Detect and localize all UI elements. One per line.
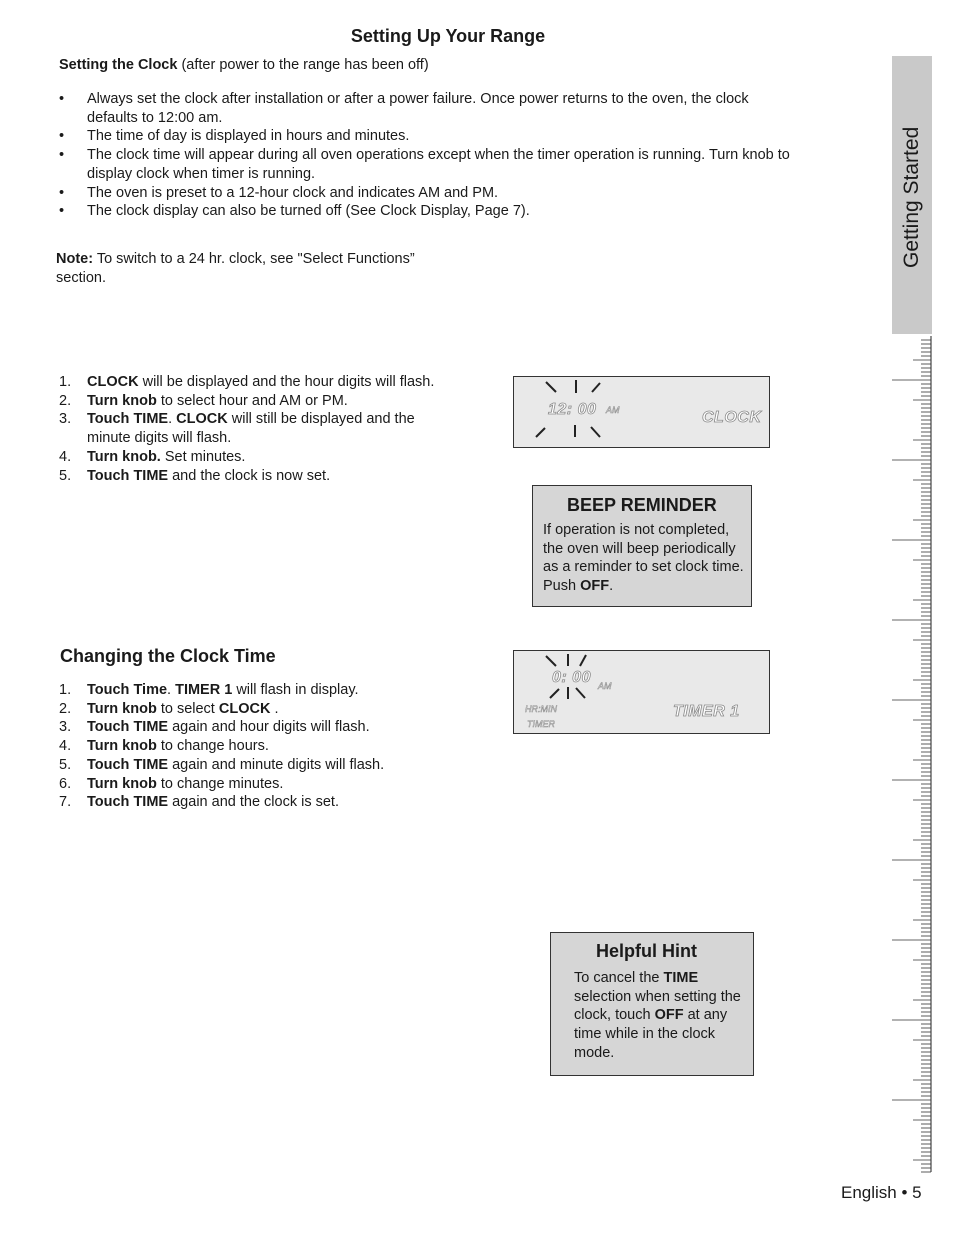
display-mode-label: CLOCK: [702, 409, 762, 426]
setting-steps: [58, 373, 443, 485]
hint-text: at any time while in the clock mode.: [574, 1007, 728, 1061]
step-text: will still be displayed and the minute digits will flash.: [87, 411, 415, 447]
step-text: will flash in display.: [232, 682, 359, 698]
beep-end: .: [609, 578, 614, 595]
step-text: will be displayed and the hour digits will flash.: [138, 374, 435, 390]
section-subtitle: [59, 57, 429, 73]
display-time: 0: 00: [552, 669, 591, 686]
list-item: [58, 756, 418, 775]
display-ampm: AM: [598, 681, 612, 691]
step-number: 7.: [59, 794, 72, 811]
step-number: 1.: [59, 374, 72, 390]
page-footer: English • 5: [841, 1183, 922, 1202]
list-item: • The oven is preset to a 12-hour clock and indicates AM and PM.: [58, 184, 803, 203]
list-item: [58, 467, 443, 486]
list-item: [58, 737, 418, 756]
list-item: [58, 775, 418, 794]
hint-off: OFF: [654, 1007, 684, 1024]
list-item: • The clock time will appear during all oven operations except when the timer operation is running. Turn knob to display clock when timer is running.: [58, 146, 803, 183]
step-text: to change hours.: [156, 738, 269, 755]
list-item: [58, 392, 443, 411]
hint-title: Helpful Hint: [596, 941, 697, 961]
changing-steps: [58, 681, 418, 812]
display-ampm: AM: [606, 405, 620, 415]
step-number: 3.: [59, 719, 72, 736]
step-number: 3.: [59, 411, 72, 428]
step-bold: CLOCK: [218, 700, 271, 717]
step-text: again and hour digits will flash.: [168, 719, 370, 736]
step-bold: Turn knob: [87, 738, 157, 755]
step-number: 6.: [59, 775, 72, 792]
step-bold: Turn knob: [87, 775, 157, 792]
clock-info-list: [58, 90, 803, 221]
beep-body: [543, 521, 751, 596]
step-bold: Touch TIME: [87, 411, 169, 428]
step-bold: Touch TIME: [87, 794, 169, 811]
changing-heading: Changing the Clock Time: [60, 646, 276, 666]
step-bold: Touch Time: [87, 682, 168, 698]
step-number: 2.: [59, 700, 72, 717]
step-bold: TIMER 1: [175, 682, 233, 698]
step-number: 5.: [59, 756, 72, 773]
beep-reminder-box: [532, 485, 752, 607]
clock-display-illustration: [513, 376, 770, 448]
helpful-hint-box: [550, 932, 754, 1076]
ruler-graphic: [892, 336, 932, 1176]
step-number: 2.: [59, 392, 72, 409]
list-item: • The clock display can also be turned off (See Clock Display, Page 7).: [58, 202, 803, 221]
note-label: Note:: [56, 251, 94, 267]
list-item: [58, 681, 418, 700]
step-number: 1.: [59, 682, 72, 698]
display-hrmin: HR:MIN: [525, 704, 557, 714]
step-text: to select hour and AM or PM.: [156, 392, 348, 409]
step-number: 4.: [59, 738, 72, 755]
list-item: • The time of day is displayed in hours and minutes.: [58, 127, 803, 146]
subtitle-rest: (after power to the range has been off): [177, 57, 429, 73]
step-text: and the clock is now set.: [168, 467, 331, 484]
step-bold: Turn knob.: [87, 448, 161, 465]
step-number: 4.: [59, 448, 72, 465]
display-time: 12: 00: [548, 401, 597, 418]
list-item: • Always set the clock after installation or after a power failure. Once power returns to the oven, the clock defaults to 12:00 am.: [58, 90, 803, 127]
section-tab: [892, 56, 932, 334]
list-item: [58, 718, 418, 737]
list-item: [58, 700, 418, 719]
display-timer-small: TIMER: [527, 719, 555, 729]
beep-off: OFF: [580, 578, 610, 595]
beep-title: BEEP REMINDER: [567, 495, 717, 515]
step-number: 5.: [59, 467, 72, 484]
beep-text: If operation is not completed, the oven will beep periodically as a reminder to set clock time. Push: [543, 522, 744, 595]
list-item: [58, 448, 443, 467]
hint-body: [574, 969, 750, 1063]
list-item: [58, 373, 443, 392]
hint-text: To cancel the: [574, 970, 664, 986]
step-bold: CLOCK: [87, 374, 139, 390]
step-text: .: [168, 411, 177, 428]
step-bold: Touch TIME: [87, 719, 169, 736]
step-text: .: [167, 682, 176, 698]
note-text: To switch to a 24 hr. clock, see "Select Functions” section.: [56, 251, 415, 286]
step-bold: Turn knob: [87, 700, 157, 717]
note: [56, 250, 456, 287]
subtitle-bold: Setting the Clock: [59, 57, 178, 73]
step-text: again and minute digits will flash.: [168, 756, 385, 773]
display-mode-label: TIMER 1: [673, 703, 740, 720]
hint-text: selection when setting the clock, touch: [574, 988, 741, 1024]
section-tab-label: Getting Started: [900, 126, 923, 268]
page-title: Setting Up Your Range: [350, 26, 546, 46]
list-item: [58, 410, 443, 447]
step-text: again and the clock is set.: [168, 794, 339, 811]
hint-time: TIME: [663, 970, 699, 986]
step-text: .: [270, 700, 279, 717]
step-bold: Turn knob: [87, 392, 157, 409]
list-item: [58, 793, 418, 812]
step-bold: Touch TIME: [87, 756, 169, 773]
step-text: to select: [156, 700, 219, 717]
step-bold: Touch TIME: [87, 467, 169, 484]
step-text: to change minutes.: [156, 775, 284, 792]
step-text: Set minutes.: [160, 448, 246, 465]
timer-display-illustration: [513, 650, 770, 734]
step-bold: CLOCK: [176, 411, 228, 428]
